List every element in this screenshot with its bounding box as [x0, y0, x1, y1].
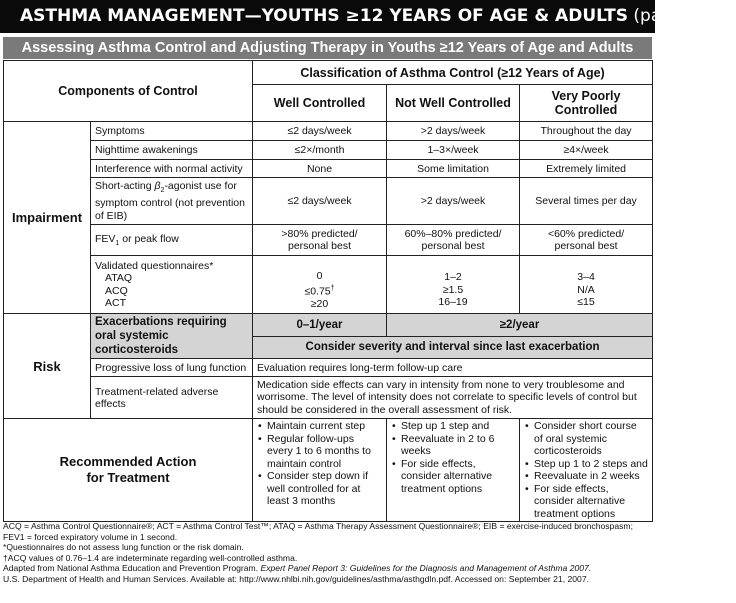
adverse-effects-value: Medication side effects can vary in intensity from none to very troublesome and worrisome. The level of intensity does not correlate to specific levels of control but should be considered in the overall assessment of risk. — [253, 377, 653, 419]
list-item: • Reevaluate in 2 to 6 weeks — [401, 433, 515, 458]
exacerbations-label: Exacerbations requiring oral systemic corticosteroids — [91, 314, 253, 359]
saba-label-a: Short-acting — [95, 179, 155, 192]
source-title: Expert Panel Report 3: Guidelines for the Diagnosis and Management of Asthma 2007. — [260, 563, 592, 574]
act-well: ≥20 — [310, 297, 329, 310]
footnotes — [3, 521, 653, 585]
fev-very-2: personal best — [554, 240, 618, 252]
beta-subscript: 2 — [160, 186, 165, 194]
risk-label: Risk — [4, 314, 91, 419]
act-not-well: 16–19 — [438, 296, 468, 309]
exacerbations-well: 0–1/year — [253, 314, 387, 337]
list-item: • For side effects, consider alternative treatment options — [401, 458, 515, 496]
nighttime-very-poorly: ≥4×/week — [520, 141, 653, 160]
interference-very-poorly: Extremely limited — [520, 160, 653, 178]
saba-not-well: >2 days/week — [387, 178, 520, 225]
acq-very: N/A — [577, 283, 595, 296]
acq-well-value: ≤0.75 — [304, 285, 331, 297]
list-item: • Regular follow-ups every 1 to 6 months to maintain control — [267, 433, 382, 471]
impairment-label: Impairment — [4, 122, 91, 314]
fev-very-1: <60% predicted/ — [547, 227, 625, 240]
acq-well — [257, 283, 382, 298]
acq-not-well: ≥1.5 — [442, 283, 464, 296]
saba-well: ≤2 days/week — [253, 178, 387, 225]
fev-very-poorly — [520, 225, 653, 256]
symptoms-well: ≤2 days/week — [253, 122, 387, 141]
table-subtitle: Assessing Asthma Control and Adjusting Therapy in Youths ≥12 Years of Age and Adults — [3, 37, 652, 59]
list-item: • Step up 1 step and — [401, 420, 515, 433]
adverse-effects-label: Treatment-related adverse effects — [91, 377, 253, 419]
nighttime-not-well: 1–3×/week — [387, 141, 520, 160]
questionnaires-title: Validated questionnaires* — [95, 259, 214, 272]
fev-subscript: 1 — [115, 240, 120, 248]
title-main: ASTHMA MANAGEMENT—YOUTHS ≥12 YEARS OF AGE & ADULTS — [20, 6, 628, 26]
not-well-controlled-header: Not Well Controlled — [387, 85, 520, 122]
fev-label-b: or peak flow — [119, 232, 179, 245]
action-very-poorly — [520, 419, 653, 522]
act-very: ≤15 — [577, 296, 595, 309]
list-item: • Maintain current step — [267, 420, 382, 433]
well-controlled-header: Well Controlled — [253, 85, 387, 122]
ataq-not-well: 1–2 — [444, 271, 462, 284]
beta-symbol: β — [154, 179, 161, 192]
symptoms-very-poorly: Throughout the day — [520, 122, 653, 141]
footnote-url: U.S. Department of Health and Human Services. Available at: http://www.nhlbi.nih.gov/guidelines/asthma/asthgdln.pdf. Accessed on: September 21, 2007. — [3, 573, 589, 584]
nighttime-label: Nighttime awakenings — [91, 141, 253, 160]
consider-severity: Consider severity and interval since last exacerbation — [253, 336, 653, 359]
lung-function-label: Progressive loss of lung function — [91, 359, 253, 377]
exacerbations-poor: ≥2/year — [387, 314, 653, 337]
dagger-mark: † — [330, 284, 335, 292]
components-header: Components of Control — [4, 61, 253, 122]
nighttime-well: ≤2×/month — [253, 141, 387, 160]
list-item: • For side effects, consider alternative treatment options — [534, 483, 648, 521]
recommended-action-label — [4, 419, 253, 522]
footnote-fev: FEV1 = forced expiratory volume in 1 second. — [3, 531, 178, 542]
questionnaires-well — [253, 256, 387, 314]
saba-label-b: -agonist use for symptom control (not prevention of EIB) — [95, 179, 245, 222]
saba-label — [91, 178, 253, 225]
saba-very-poorly: Several times per day — [520, 178, 653, 225]
footnote-abbreviations: ACQ = Asthma Control Questionnaire®; ACT = Asthma Control Test™; ATAQ = Asthma Therapy Assessment Questionnaire®; EIB = exercise-induced bronchospasm; — [3, 521, 633, 531]
source-text: Adapted from National Asthma Education and Prevention Program. — [3, 563, 261, 574]
action-not-well — [387, 419, 520, 522]
ataq-well: 0 — [316, 270, 323, 282]
interference-label: Interference with normal activity — [91, 160, 253, 178]
interference-well: None — [253, 160, 387, 178]
act-label: ACT — [105, 297, 126, 309]
questionnaires-label — [91, 256, 253, 314]
asthma-control-table — [3, 60, 653, 522]
acq-label: ACQ — [105, 284, 128, 297]
fev-well-1: >80% predicted/ — [281, 227, 358, 240]
action-label-1: Recommended Action — [59, 454, 197, 469]
page-title — [0, 0, 736, 33]
classification-header: Classification of Asthma Control (≥12 Years of Age) — [253, 61, 653, 85]
fev-label-a: FEV — [95, 232, 116, 245]
fev-well-2: personal best — [287, 240, 352, 252]
symptoms-not-well: >2 days/week — [387, 122, 520, 141]
fev-not-well — [387, 225, 520, 256]
footnote-questionnaires: *Questionnaires do not assess lung function or the risk domain. — [3, 542, 244, 553]
questionnaires-very-poorly — [520, 256, 653, 314]
very-poorly-controlled-header: Very Poorly Controlled — [520, 85, 653, 122]
fev-not-well-1: 60%–80% predicted/ — [404, 227, 502, 240]
list-item: • Consider short course of oral systemic corticosteroids — [534, 420, 648, 458]
title-part: (part 2 of 2) — [628, 6, 736, 26]
footnote-source — [3, 563, 653, 574]
questionnaires-not-well — [387, 256, 520, 314]
ataq-label: ATAQ — [105, 272, 133, 284]
list-item: • Step up 1 to 2 steps and — [534, 458, 648, 471]
symptoms-label: Symptoms — [91, 122, 253, 141]
ataq-very: 3–4 — [577, 271, 595, 284]
lung-function-value: Evaluation requires long-term follow-up care — [253, 359, 653, 377]
list-item: • Reevaluate in 2 weeks — [534, 470, 648, 483]
action-label-2: for Treatment — [86, 470, 170, 485]
fev-label — [91, 225, 253, 256]
fev-well — [253, 225, 387, 256]
footnote-acq: †ACQ values of 0.76–1.4 are indeterminate regarding well-controlled asthma. — [3, 552, 298, 563]
list-item: • Consider step down if well controlled for at least 3 months — [267, 470, 382, 508]
fev-not-well-2: personal best — [421, 240, 485, 252]
interference-not-well: Some limitation — [387, 160, 520, 178]
action-well — [253, 419, 387, 522]
